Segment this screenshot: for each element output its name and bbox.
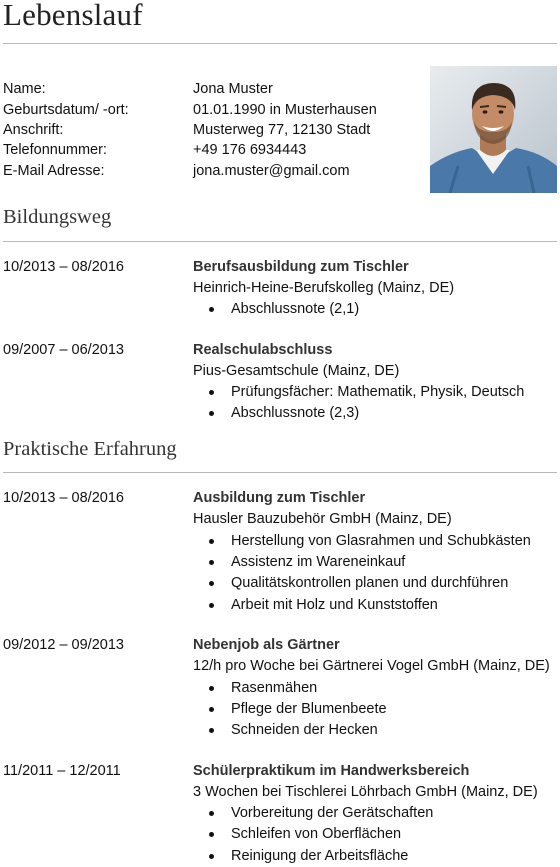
entry-title: Ausbildung zum Tischler <box>193 490 366 506</box>
bullet-icon <box>209 686 214 691</box>
birth-value: 01.01.1990 in Musterhausen <box>193 102 377 118</box>
bullet-icon <box>209 539 214 544</box>
bullet-icon <box>209 411 214 416</box>
bullet-icon <box>209 728 214 733</box>
entry-period: 09/2007 – 06/2013 <box>3 342 124 358</box>
bullet-icon <box>209 560 214 565</box>
bullet-icon <box>209 307 214 312</box>
name-label: Name: <box>3 81 46 97</box>
entry-bullet: Arbeit mit Holz und Kunststoffen <box>231 597 438 613</box>
profile-photo <box>430 66 557 193</box>
bullet-icon <box>209 581 214 586</box>
entry-title: Berufsausbildung zum Tischler <box>193 259 409 275</box>
phone-label: Telefonnummer: <box>3 142 107 158</box>
entry-bullet: Herstellung von Glasrahmen und Schubkästen <box>231 533 531 549</box>
entry-title: Nebenjob als Gärtner <box>193 637 340 653</box>
address-value: Musterweg 77, 12130 Stadt <box>193 122 371 138</box>
bullet-icon <box>209 707 214 712</box>
page-title: Lebenslauf <box>3 0 143 32</box>
entry-place: Heinrich-Heine-Berufskolleg (Mainz, DE) <box>193 280 455 296</box>
entry-period: 11/2011 – 12/2011 <box>3 763 121 779</box>
email-value: jona.muster@gmail.com <box>193 163 350 179</box>
entry-bullet: Schleifen von Oberflächen <box>231 826 402 842</box>
entry-bullet: Abschlussnote (2,3) <box>231 405 360 421</box>
entry-place: Pius-Gesamtschule (Mainz, DE) <box>193 363 400 379</box>
entry-period: 10/2013 – 08/2016 <box>3 259 124 275</box>
entry-bullet: Reinigung der Arbeitsfläche <box>231 848 409 864</box>
bullet-icon <box>209 811 214 816</box>
email-label: E-Mail Adresse: <box>3 163 105 179</box>
bullet-icon <box>209 832 214 837</box>
entry-bullet: Qualitätskontrollen planen und durchführen <box>231 575 509 591</box>
entry-period: 10/2013 – 08/2016 <box>3 490 124 506</box>
entry-bullet: Rasenmähen <box>231 680 318 696</box>
entry-bullet: Vorbereitung der Gerätschaften <box>231 805 434 821</box>
title-divider <box>3 43 557 44</box>
entry-title: Realschulabschluss <box>193 342 333 358</box>
entry-place: Hausler Bauzubehör GmbH (Mainz, DE) <box>193 511 452 527</box>
bullet-icon <box>209 603 214 608</box>
entry-period: 09/2012 – 09/2013 <box>3 637 124 653</box>
education-divider <box>3 241 557 242</box>
bullet-icon <box>209 854 214 859</box>
entry-place: 12/h pro Woche bei Gärtnerei Vogel GmbH (Mainz, DE) <box>193 658 550 674</box>
entry-place: 3 Wochen bei Tischlerei Löhrbach GmbH (Mainz, DE) <box>193 784 538 800</box>
entry-bullet: Prüfungsfächer: Mathematik, Physik, Deutsch <box>231 384 525 400</box>
entry-bullet: Pflege der Blumenbeete <box>231 701 387 717</box>
entry-bullet: Schneiden der Hecken <box>231 722 378 738</box>
bullet-icon <box>209 390 214 395</box>
name-value: Jona Muster <box>193 81 273 97</box>
phone-value: +49 176 6934443 <box>193 142 307 158</box>
address-label: Anschrift: <box>3 122 64 138</box>
entry-bullet: Assistenz im Wareneinkauf <box>231 554 406 570</box>
birth-label: Geburtsdatum/ -ort: <box>3 102 129 118</box>
entry-title: Schülerpraktikum im Handwerksbereich <box>193 763 470 779</box>
experience-divider <box>3 472 557 473</box>
experience-heading: Praktische Erfahrung <box>3 438 177 460</box>
entry-bullet: Abschlussnote (2,1) <box>231 301 360 317</box>
education-heading: Bildungsweg <box>3 206 112 228</box>
